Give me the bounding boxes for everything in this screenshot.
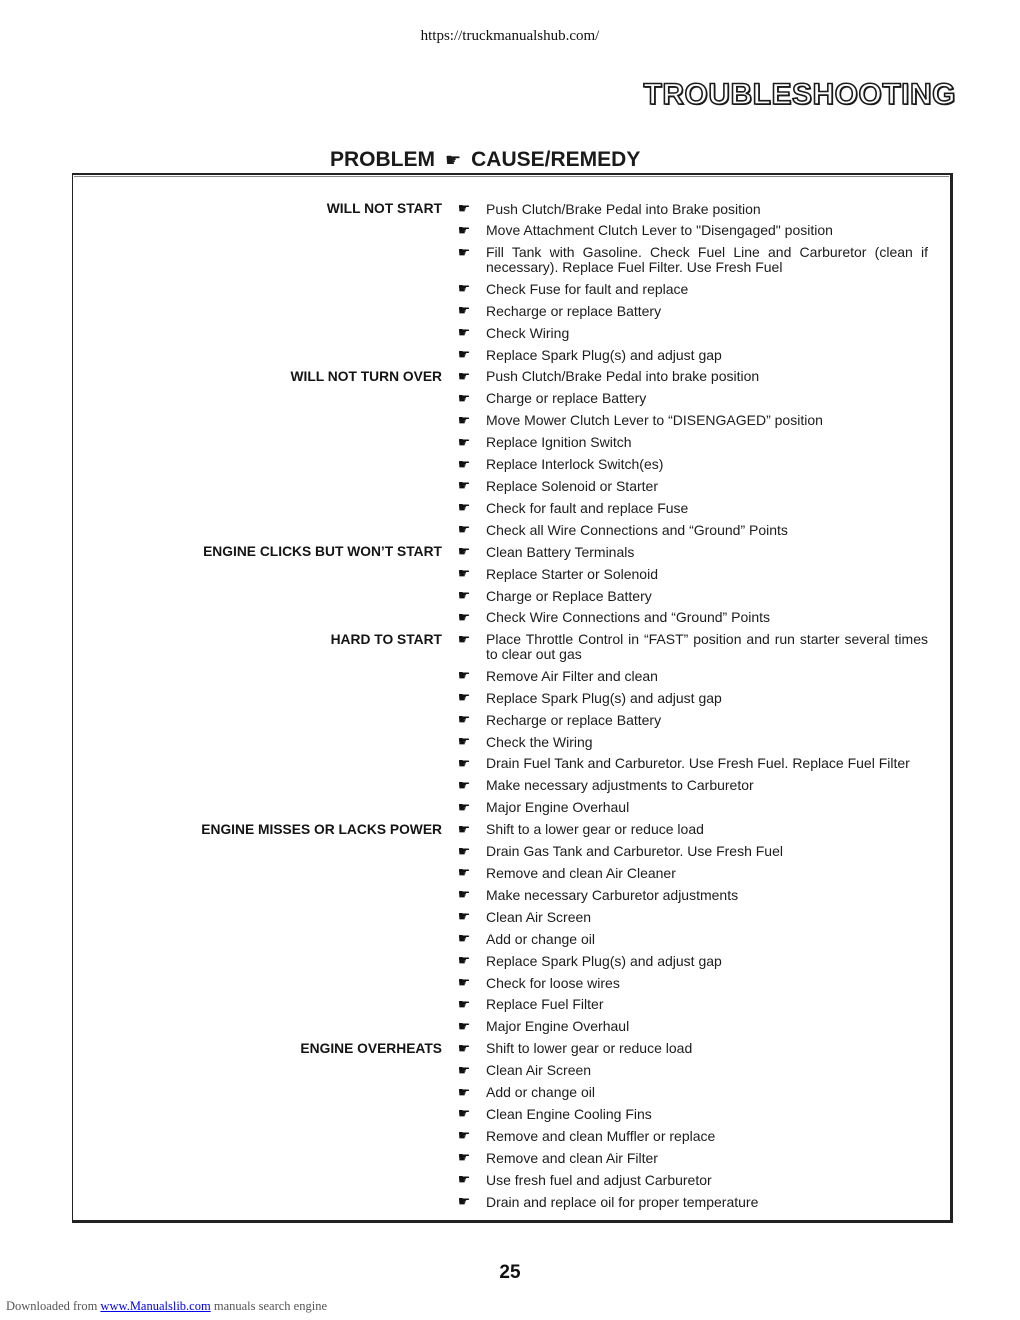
- table-row: [0, 972, 1020, 994]
- table-row: [0, 585, 1020, 607]
- table-row: [0, 819, 1020, 841]
- header-url: https://truckmanualshub.com/: [420, 28, 600, 44]
- pointing-hand-icon: ☛: [457, 324, 471, 341]
- remedy-text: Check Wiring: [486, 324, 570, 341]
- remedy-text: Place Throttle Control in “FAST” position and run starter several times to clear out gas: [486, 631, 928, 663]
- remedy-text: Clean Battery Terminals: [486, 543, 635, 560]
- footer-prefix: Downloaded from: [6, 1299, 98, 1313]
- remedy-text: Replace Interlock Switch(es): [486, 456, 664, 473]
- table-row: [0, 344, 1020, 366]
- remedy-text: Replace Ignition Switch: [486, 434, 632, 451]
- pointing-hand-icon: ☛: [457, 842, 471, 859]
- table-row: [0, 278, 1020, 300]
- remedy-text: Recharge or replace Battery: [486, 302, 662, 319]
- table-row: [0, 629, 1020, 666]
- remedy-text: Fill Tank with Gasoline. Check Fuel Line and Carburetor (clean if necessary). Replace Fuel Filter. Use Fresh Fuel: [486, 244, 928, 276]
- pointing-hand-icon: ☛: [457, 1149, 471, 1166]
- table-row: [0, 1169, 1020, 1191]
- table-row: [0, 607, 1020, 629]
- remedy-text: Major Engine Overhaul: [486, 799, 630, 816]
- remedy-text: Replace Spark Plug(s) and adjust gap: [486, 689, 722, 706]
- pointing-hand-icon: ☛: [457, 1083, 471, 1100]
- remedy-text: Drain Gas Tank and Carburetor. Use Fresh Fuel: [486, 843, 783, 860]
- remedy-text: Make necessary adjustments to Carburetor: [486, 777, 754, 794]
- column-header: [330, 147, 640, 173]
- table-row: [0, 198, 1020, 220]
- manualslib-link[interactable]: www.Manualslib.com: [100, 1299, 211, 1313]
- pointing-hand-icon: ☛: [457, 930, 471, 947]
- pointing-hand-icon: ☛: [457, 1105, 471, 1122]
- remedy-text: Shift to lower gear or reduce load: [486, 1040, 693, 1057]
- pointing-hand-icon: ☛: [457, 776, 471, 793]
- problem-label: ENGINE CLICKS BUT WON’T START: [203, 544, 442, 560]
- pointing-hand-icon: ☛: [457, 711, 471, 728]
- table-row: [0, 220, 1020, 242]
- table-row: [0, 775, 1020, 797]
- remedy-text: Check all Wire Connections and “Ground” Points: [486, 521, 788, 538]
- remedy-text: Replace Starter or Solenoid: [486, 565, 658, 582]
- remedy-text: Clean Air Screen: [486, 908, 592, 925]
- pointing-hand-icon: ☛: [457, 411, 471, 428]
- remedy-text: Replace Fuel Filter: [486, 996, 604, 1013]
- remedy-text: Check for fault and replace Fuse: [486, 499, 689, 516]
- table-row: [0, 731, 1020, 753]
- pointing-hand-icon: ☛: [457, 886, 471, 903]
- remedy-text: Drain and replace oil for proper temperature: [486, 1193, 759, 1210]
- table-row: [0, 1060, 1020, 1082]
- remedy-text: Charge or Replace Battery: [486, 587, 652, 604]
- pointing-hand-icon: ☛: [457, 1127, 471, 1144]
- remedy-text: Push Clutch/Brake Pedal into brake position: [486, 368, 760, 385]
- pointing-hand-icon: ☛: [457, 221, 471, 238]
- remedy-text: Add or change oil: [486, 930, 595, 947]
- pointing-hand-icon: ☛: [445, 149, 462, 170]
- page-title: TROUBLESHOOTING: [643, 78, 956, 111]
- remedy-text: Major Engine Overhaul: [486, 1018, 630, 1035]
- pointing-hand-icon: ☛: [457, 455, 471, 472]
- table-row: [0, 1125, 1020, 1147]
- remedy-text: Check Fuse for fault and replace: [486, 280, 689, 297]
- remedy-text: Recharge or replace Battery: [486, 711, 662, 728]
- pointing-hand-icon: ☛: [457, 1061, 471, 1078]
- remedy-text: Check Wire Connections and “Ground” Points: [486, 609, 771, 626]
- pointing-hand-icon: ☛: [457, 346, 471, 363]
- pointing-hand-icon: ☛: [457, 433, 471, 450]
- table-row: [0, 687, 1020, 709]
- problem-label: HARD TO START: [330, 631, 442, 647]
- table-row: [0, 709, 1020, 731]
- table-row: [0, 1038, 1020, 1060]
- table-row: [0, 475, 1020, 497]
- footer: [6, 1299, 327, 1314]
- table-row: [0, 432, 1020, 454]
- pointing-hand-icon: ☛: [457, 1193, 471, 1210]
- pointing-hand-icon: ☛: [457, 499, 471, 516]
- table-row: [0, 753, 1020, 775]
- table-row: [0, 242, 1020, 279]
- remedy-text: Use fresh fuel and adjust Carburetor: [486, 1171, 712, 1188]
- pointing-hand-icon: ☛: [457, 389, 471, 406]
- remedy-text: Drain Fuel Tank and Carburetor. Use Fresh Fuel. Replace Fuel Filter: [486, 755, 910, 772]
- remedy-text: Remove Air Filter and clean: [486, 667, 658, 684]
- pointing-hand-icon: ☛: [457, 587, 471, 603]
- table-row: [0, 388, 1020, 410]
- pointing-hand-icon: ☛: [457, 521, 471, 538]
- pointing-hand-icon: ☛: [457, 1171, 471, 1188]
- table-row: [0, 906, 1020, 928]
- table-row: [0, 519, 1020, 541]
- remedy-text: Replace Spark Plug(s) and adjust gap: [486, 346, 722, 363]
- pointing-hand-icon: ☛: [457, 995, 471, 1012]
- pointing-hand-icon: ☛: [457, 200, 471, 216]
- pointing-hand-icon: ☛: [457, 280, 471, 297]
- pointing-hand-icon: ☛: [457, 908, 471, 925]
- pointing-hand-icon: ☛: [457, 952, 471, 969]
- page-number: 25: [499, 1262, 521, 1283]
- pointing-hand-icon: ☛: [457, 1039, 471, 1056]
- pointing-hand-icon: ☛: [457, 733, 471, 750]
- remedy-text: Charge or replace Battery: [486, 390, 647, 407]
- pointing-hand-icon: ☛: [457, 754, 471, 771]
- remedy-text: Remove and clean Air Cleaner: [486, 864, 676, 881]
- table-row: [0, 1082, 1020, 1104]
- table-row: [0, 841, 1020, 863]
- remedy-text: Check the Wiring: [486, 733, 593, 750]
- problem-label: WILL NOT TURN OVER: [290, 368, 442, 384]
- pointing-hand-icon: ☛: [457, 630, 471, 647]
- cause-remedy-column-heading: CAUSE/REMEDY: [471, 148, 641, 171]
- pointing-hand-icon: ☛: [457, 1017, 471, 1034]
- table-row: [0, 410, 1020, 432]
- table-row: [0, 300, 1020, 322]
- pointing-hand-icon: ☛: [457, 974, 471, 990]
- remedy-text: Replace Spark Plug(s) and adjust gap: [486, 952, 722, 969]
- remedy-text: Clean Engine Cooling Fins: [486, 1105, 652, 1122]
- table-row: [0, 1147, 1020, 1169]
- remedy-text: Clean Air Screen: [486, 1062, 592, 1079]
- table-row: [0, 497, 1020, 519]
- remedy-text: Replace Solenoid or Starter: [486, 477, 658, 494]
- table-row: [0, 862, 1020, 884]
- table-row: [0, 797, 1020, 819]
- troubleshooting-table: [0, 198, 1020, 1213]
- pointing-hand-icon: ☛: [457, 667, 471, 684]
- remedy-text: Move Mower Clutch Lever to “DISENGAGED” position: [486, 412, 823, 429]
- pointing-hand-icon: ☛: [457, 243, 471, 260]
- remedy-text: Add or change oil: [486, 1084, 595, 1101]
- table-row: [0, 541, 1020, 563]
- problem-label: ENGINE MISSES OR LACKS POWER: [201, 821, 442, 837]
- table-row: [0, 1191, 1020, 1213]
- problem-label: ENGINE OVERHEATS: [300, 1040, 442, 1056]
- table-row: [0, 366, 1020, 388]
- pointing-hand-icon: ☛: [457, 689, 471, 706]
- remedy-text: Remove and clean Air Filter: [486, 1149, 658, 1166]
- table-row: [0, 994, 1020, 1016]
- pointing-hand-icon: ☛: [457, 367, 471, 384]
- pointing-hand-icon: ☛: [457, 864, 471, 881]
- footer-suffix: manuals search engine: [213, 1299, 327, 1313]
- remedy-text: Make necessary Carburetor adjustments: [486, 886, 739, 903]
- table-row: [0, 322, 1020, 344]
- remedy-text: Check for loose wires: [486, 974, 620, 991]
- table-row: [0, 1016, 1020, 1038]
- remedy-text: Shift to a lower gear or reduce load: [486, 821, 704, 838]
- pointing-hand-icon: ☛: [457, 798, 471, 815]
- remedy-text: Push Clutch/Brake Pedal into Brake position: [486, 200, 761, 217]
- table-row: [0, 950, 1020, 972]
- remedy-text: Move Attachment Clutch Lever to "Disengaged" position: [486, 222, 833, 239]
- pointing-hand-icon: ☛: [457, 820, 471, 837]
- table-row: [0, 563, 1020, 585]
- remedy-text: Remove and clean Muffler or replace: [486, 1127, 716, 1144]
- problem-label: WILL NOT START: [326, 201, 442, 216]
- table-row: [0, 884, 1020, 906]
- pointing-hand-icon: ☛: [457, 302, 471, 319]
- pointing-hand-icon: ☛: [457, 565, 471, 582]
- table-row: [0, 1103, 1020, 1125]
- problem-column-heading: PROBLEM: [330, 148, 435, 171]
- pointing-hand-icon: ☛: [457, 477, 471, 494]
- pointing-hand-icon: ☛: [457, 608, 471, 625]
- pointing-hand-icon: ☛: [457, 543, 471, 560]
- table-row: [0, 454, 1020, 476]
- table-row: [0, 928, 1020, 950]
- table-row: [0, 665, 1020, 687]
